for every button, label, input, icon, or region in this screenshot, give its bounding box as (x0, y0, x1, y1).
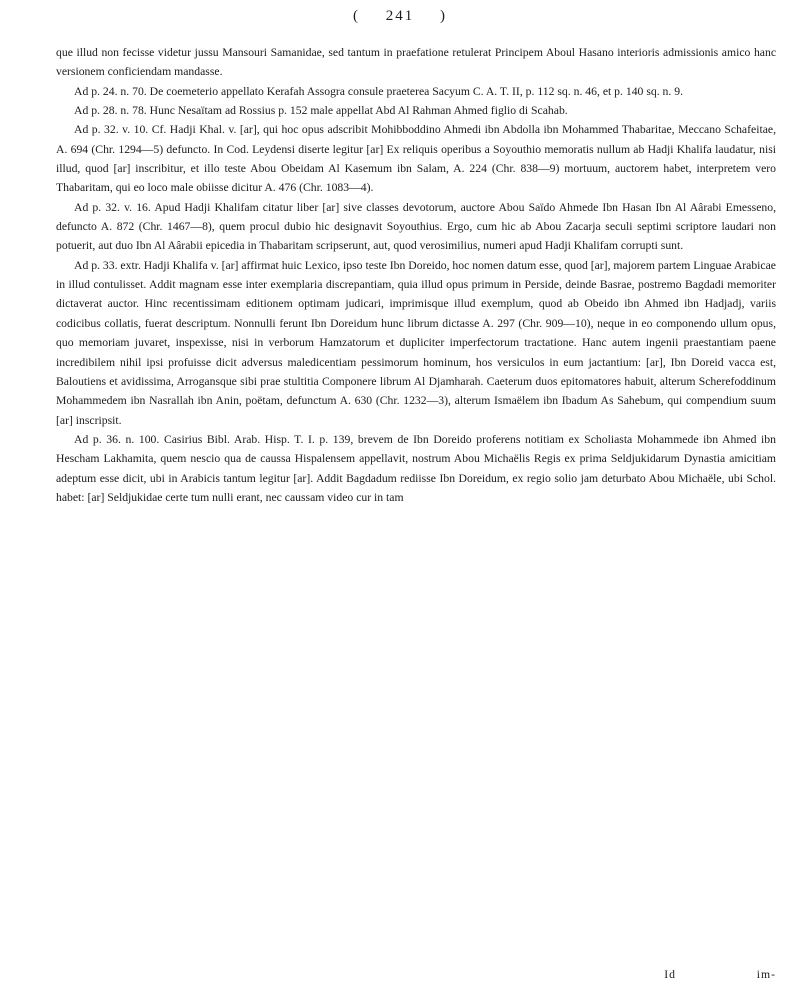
header-left-mark: ( (353, 8, 360, 24)
paragraph-1: que illud non fecisse videtur jussu Mansouri Samanidae, sed tantum in praefatione retulerat Principem Aboul Hasano interioris admissionis amico hanc versionem conficiendam mandasse. (56, 46, 776, 79)
paragraph-3: Ad p. 28. n. 78. Hunc Nesaïtam ad Rossius p. 152 male appellat Abd Al Rahman Ahmed figlio di Scahab. (74, 104, 568, 118)
paragraph-7: Ad p. 36. n. 100. Casirius Bibl. Arab. Hisp. T. I. p. 139, brevem de Ibn Doreido proferens notitiam ex Scholiasta Mohammede ibn Ahmed ibn Hescham Lakhamita, quem nescio qua de caussa Hispalensem appellavit, nostrum Abou Michaëlis Regis ex prima Seldjukidarum Dynastia amicitiam adeptum esse dicit, ubi in Arabicis tantum legitur [ar]. Addit Bagdadum rediisse Ibn Doreidum, ex regio solio jam deturbato Abou Michaële, ubi Schol. habet: [ar] Seldjukidae certe tum nulli erant, nec caussam video cur in tam (56, 432, 776, 504)
catchwords (664, 968, 776, 981)
paragraph-4: Ad p. 32. v. 10. Cf. Hadji Khal. v. [ar], qui hoc opus adscribit Mohibboddino Ahmedi ibn Abdolla ibn Mohammed Thabaritae, Meccano Schafeitae, A. 694 (Chr. 1294—5) defuncto. In Cod. Leydensi diserte legitur [ar] Ex reliquis operibus a Soyouthio memoratis nullum ab Hadji Khalifa laudatur, nisi illud, quod [ar] inscribitur, et illo teste Abou Obeidam Al Kasemum ibn Salam, A. 224 (Chr. 838—9) mortuum, auctorem habet, interpretem vero Thabaritam, qui eo loco male obiisse dicitur A. 476 (Chr. 1083—4). (56, 123, 776, 195)
catchword-signature: Id (664, 968, 676, 981)
paragraph-5: Ad p. 32. v. 16. Apud Hadji Khalifam citatur liber [ar] sive classes devotorum, auctore Abou Saïdo Ahmede Ibn Hasan Ibn Al Aârabi Emesseno, defuncto A. 872 (Chr. 1467—8), quem procul dubio hic designavit Soyouthius. Ergo, cum hic ab Abou Zacarja seculi septimi scriptore laudari non potuerit, aut duo Ibn Al Aârabii epicedia in Thabaritam scripserunt, aut, quod verosimilius, numeri apud Hadji Khalifam corrupti sunt. (56, 200, 776, 253)
paragraph-6: Ad p. 33. extr. Hadji Khalifa v. [ar] affirmat huic Lexico, ipso teste Ibn Doreido, hoc nomen datum esse, quod [ar], majorem partem Linguae Arabicae in illud contulisset. Addit magnam esse inter exemplaria discrepantiam, quia illud opus primum in Perside, deinde Basrae, postremo Bagdadi memoriter dictaverat auctor. Hinc recentissimam editionem optimam judicari, imprimisque illud exemplum, quod ab Obeido ibn Ahmed ibn Hadjadj, variis codicibus collatis, fuerat descriptum. Nonnulli ferunt Ibn Doreidum hunc librum dictasse A. 297 (Chr. 909—10), neque in eo componendo ullum opus, quo memoriam juvaret, inspexisse, nisi in verborum Hamzatorum et dupliciter imperfectorum tractatione. Hanc autem ingenii praestantiam paene incredibilem nihil ipsi profuisse dicit adversus maledicentiam pessimorum hominum, hos versiculos in eum jactantium: [ar], Ibn Doreid vacca est, Baloutiens et avidissima, Arrogansque sibi prae stultitia Componere librum Al Djamharah. Caeterum duos epitomatores habuit, alterum Scherefoddinum Mohammedem ibn Nasrallah ibn Anin, poëtam, defunctum A. 630 (Chr. 1232—3), alterum Ismaëlem ibn Ibadum As Sahebum, qui compendium suum [ar] inscripsit. (56, 258, 776, 427)
header-right-mark: ) (440, 8, 447, 24)
page-header (0, 8, 800, 34)
page-number: 241 (385, 8, 415, 24)
paragraph-2: Ad p. 24. n. 70. De coemeterio appellato Kerafah Assogra consule praeterea Sacyum C. A. T. II, p. 112 sq. n. 46, et p. 140 sq. n. 9. (74, 84, 684, 98)
catchword: im- (756, 968, 776, 981)
page-body (56, 43, 776, 507)
